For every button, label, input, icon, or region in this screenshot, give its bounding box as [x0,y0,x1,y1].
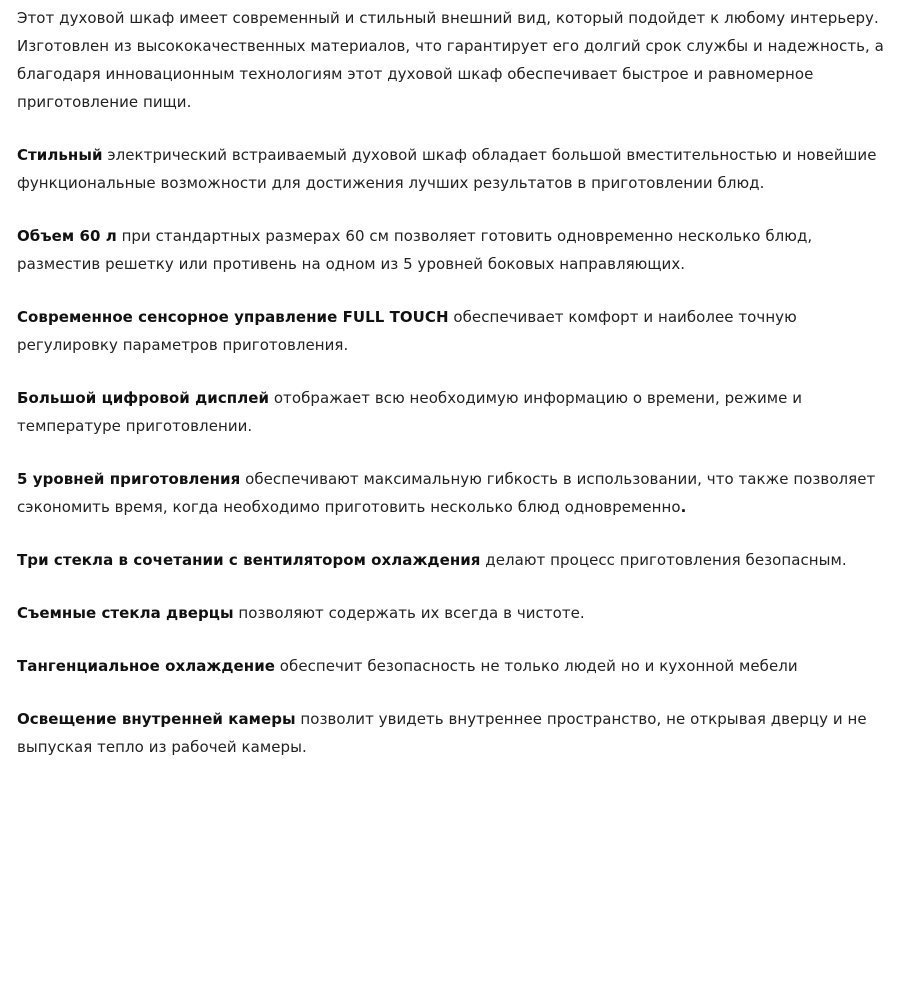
feature-title: Стильный [17,146,103,164]
feature-text: обеспечивает комфорт и наиболее точную регулировку параметров приготовления. [17,308,797,354]
feature-tail: . [680,498,687,516]
feature-text: обеспечит безопасность не только людей но и кухонной мебели [274,657,798,675]
feature-title: Большой цифровой дисплей [17,389,270,407]
feature-title: Освещение внутренней камеры [17,710,296,728]
feature-volume [17,222,890,278]
feature-touch-control [17,303,890,359]
feature-text: позволяют содержать их всегда в чистоте. [233,604,585,622]
feature-title: Три стекла в сочетании с вентилятором охлаждения [17,551,481,569]
intro-paragraph: Этот духовой шкаф имеет современный и стильный внешний вид, который подойдет к любому интерьеру. Изготовлен из высококачественных материалов, что гарантирует его долгий срок службы и надежность, а благодаря инновационным технологиям этот духовой шкаф обеспечивает быстрое и равномерное приготовление пищи. [17,9,884,111]
feature-title: Съемные стекла дверцы [17,604,234,622]
feature-text: при стандартных размерах 60 см позволяет готовить одновременно несколько блюд, разместив решетку или противень на одном из 5 уровней боковых направляющих. [17,227,813,273]
feature-text: делают процесс приготовления безопасным. [480,551,847,569]
feature-glass [17,546,890,574]
feature-removable-glass [17,599,890,627]
feature-text: электрический встраиваемый духовой шкаф обладает большой вместительностью и новейшие функциональные возможности для достижения лучших результатов в приготовлении блюд. [17,146,877,192]
feature-lighting [17,705,890,761]
feature-text: обеспечивают максимальную гибкость в использовании, что также позволяет сэкономить время, когда необходимо приготовить несколько блюд одновременно [17,470,876,516]
feature-tangential-cooling [17,652,890,680]
feature-text: отображает всю необходимую информацию о времени, режиме и температуре приготовлении. [17,389,803,435]
feature-title: 5 уровней приготовления [17,470,241,488]
feature-display [17,384,890,440]
feature-stylish [17,141,890,197]
feature-levels [17,465,890,521]
feature-title: Объем 60 л [17,227,117,245]
feature-title: Тангенциальное охлаждение [17,657,275,675]
feature-text: позволит увидеть внутреннее пространство, не открывая дверцу и не выпуская тепло из рабочей камеры. [17,710,867,756]
feature-title: Современное сенсорное управление FULL TOUCH [17,308,449,326]
